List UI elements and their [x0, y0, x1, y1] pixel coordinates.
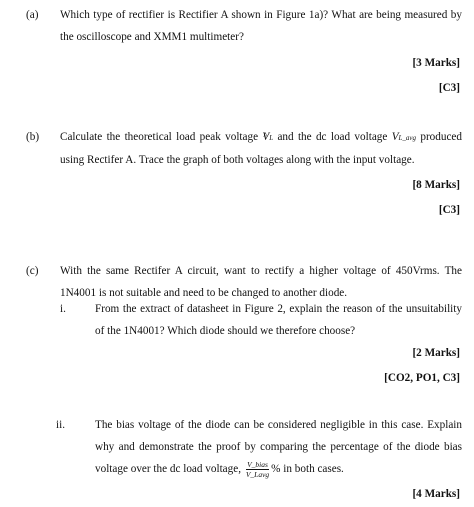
question-b-text-post: produced using Rectifer A. Trace the graph of both voltages along with the input voltage.	[60, 131, 462, 166]
question-b-label: (b)	[26, 131, 40, 143]
load-avg-voltage-symbol	[392, 131, 416, 143]
question-c-text: With the same Rectifer A circuit, want to rectify a higher voltage of 450Vrms. The 1N4001 is not suitable and need to be changed to another diode.	[60, 265, 462, 299]
vavg-subscript: L_avg	[398, 134, 417, 142]
question-c-i-text: From the extract of datasheet in Figure 2, explain the reason of the unsuitability of the 1N4001? Which diode should we therefore choose?	[95, 303, 462, 337]
question-a-text: Which type of rectifier is Rectifier A shown in Figure 1a)? What are being measured by the oscilloscope and XMM1 multimeter?	[60, 9, 462, 43]
question-b-text-pre: Calculate the theoretical load peak voltage	[60, 131, 259, 143]
question-c-i-marks: [2 Marks]	[412, 347, 460, 359]
question-b-text-mid: and the dc load voltage	[277, 131, 388, 143]
question-c-ii-text-pre: The bias voltage of the diode can be considered negligible in this case. Explain why and demonstrate the proof by comparing the percentage of the diode bias voltage over the dc load voltage,	[95, 419, 462, 475]
bias-ratio-fraction	[246, 460, 269, 479]
question-a-label: (a)	[26, 9, 39, 21]
question-a-code: [C3]	[438, 82, 460, 94]
vp-symbol: V	[262, 131, 270, 143]
question-c-ii-text-post: % in both cases.	[271, 463, 344, 475]
question-b-code: [C3]	[438, 204, 460, 216]
vavg-symbol: V	[391, 131, 399, 143]
question-c-ii-marks: [4 Marks]	[412, 488, 460, 500]
vp-subscript: L	[269, 134, 274, 142]
question-a-marks: [3 Marks]	[412, 57, 460, 69]
question-c-ii-label: ii.	[56, 419, 66, 431]
question-c-ii-text	[95, 414, 462, 480]
fraction-denominator: V_Lavg	[245, 469, 270, 479]
question-b-text	[60, 126, 462, 171]
question-c-i-code: [CO2, PO1, C3]	[384, 372, 460, 384]
question-c-i-label: i.	[60, 303, 66, 315]
question-c-label: (c)	[26, 265, 39, 277]
fraction-numerator: V_bias	[247, 459, 268, 469]
question-b-marks: [8 Marks]	[412, 179, 460, 191]
load-peak-voltage-symbol	[262, 131, 273, 143]
